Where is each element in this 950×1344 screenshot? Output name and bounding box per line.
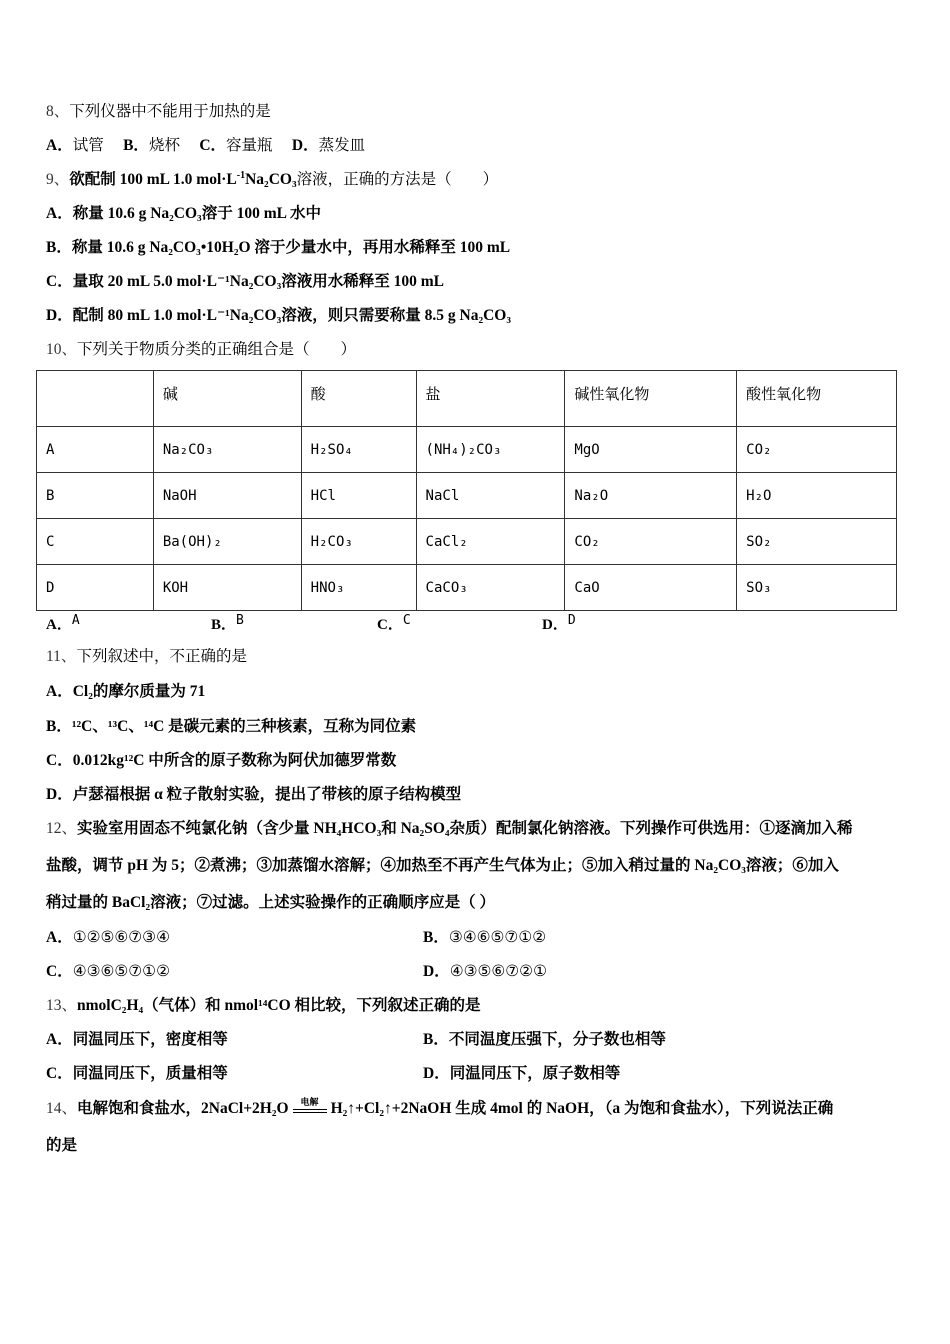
table-cell: (NH₄)₂CO₃: [416, 427, 565, 473]
question-8-stem: [46, 102, 271, 122]
table-cell: A: [37, 427, 154, 473]
table-cell: HCl: [301, 473, 416, 519]
question-number: 9、: [46, 171, 70, 188]
table-cell: H₂O: [737, 473, 897, 519]
question-number: 13、: [46, 997, 78, 1014]
option-d[interactable]: D．④③⑤⑥⑦②①: [423, 963, 547, 980]
question-13-options-row2: [46, 1064, 621, 1084]
question-9-option-a[interactable]: A．称量 10.6 g Na₂CO₃溶于 100 mL 水中: [46, 205, 321, 222]
option-d[interactable]: D．蒸发皿: [291, 137, 366, 154]
table-cell: Na₂O: [565, 473, 737, 519]
question-10-stem: 10、下列关于物质分类的正确组合是（ ）: [46, 341, 357, 358]
table-header-cell: [37, 371, 154, 427]
option-c[interactable]: C．同温同压下，质量相等: [46, 1065, 228, 1082]
table-header-cell: 碱: [153, 371, 301, 427]
table-cell: SO₃: [737, 565, 897, 611]
question-number: 8、: [46, 103, 70, 120]
option-c[interactable]: C． C: [377, 613, 411, 633]
reaction-condition-arrow-icon: 电解: [293, 1099, 327, 1119]
option-b[interactable]: B． B: [211, 613, 244, 633]
question-number: 14、: [46, 1100, 78, 1117]
option-b[interactable]: B．③④⑥⑤⑦①②: [423, 929, 547, 946]
table-cell: MgO: [565, 427, 737, 473]
question-11-option-a[interactable]: A．Cl₂的摩尔质量为 71: [46, 683, 206, 700]
question-14-stem-line1: 14、电解饱和食盐水，2NaCl+2H₂O 电解 H₂↑+Cl₂↑+2NaOH 生成 4mol 的 NaOH，（a 为饱和食盐水），下列说法正确: [46, 1099, 833, 1119]
question-9-option-b[interactable]: B．称量 10.6 g Na₂CO₃•10H₂O 溶于少量水中，再用水稀释至 100 mL: [46, 239, 511, 256]
table-cell: Ba(OH)₂: [153, 519, 301, 565]
table-cell: Na₂CO₃: [153, 427, 301, 473]
question-13-options-row1: [46, 1030, 666, 1050]
table-cell: CaCl₂: [416, 519, 565, 565]
question-11-option-b[interactable]: B．¹²C、¹³C、¹⁴C 是碳元素的三种核素，互称为同位素: [46, 718, 417, 735]
question-13-stem: 13、nmolC₂H₄（气体）和 nmol¹⁴CO 相比较，下列叙述正确的是: [46, 997, 481, 1014]
question-11-option-c[interactable]: C．0.012kg¹²C 中所含的原子数称为阿伏加德罗常数: [46, 752, 397, 769]
table-row: [37, 427, 897, 473]
table-cell: CO₂: [565, 519, 737, 565]
question-11-stem: 11、下列叙述中，不正确的是: [46, 648, 247, 665]
table-cell: NaCl: [416, 473, 565, 519]
table-header-cell: 碱性氧化物: [565, 371, 737, 427]
question-12-stem-line1: 12、实验室用固态不纯氯化钠（含少量 NH₄HCO₃和 Na₂SO₄杂质）配制氯化钠溶液。下列操作可供选用：①逐滴加入稀: [46, 820, 853, 837]
table-row: [37, 565, 897, 611]
option-a[interactable]: A．试管: [46, 137, 104, 154]
option-c[interactable]: C．容量瓶: [199, 137, 273, 154]
table-cell: SO₂: [737, 519, 897, 565]
question-9-stem: 9、欲配制 100 mL 1.0 $mol\cdot L^{-1}Na_2CO_3$溶液，正确的方法是（ ）: [46, 170, 499, 188]
table-header-row: [37, 371, 897, 427]
question-number: 10、: [46, 341, 78, 358]
question-number: 11、: [46, 648, 77, 665]
table-cell: CaO: [565, 565, 737, 611]
table-cell: CO₂: [737, 427, 897, 473]
table-header-cell: 盐: [416, 371, 565, 427]
table-cell: H₂SO₄: [301, 427, 416, 473]
question-12-stem-line3: 稍过量的 BaCl₂溶液；⑦过滤。上述实验操作的正确顺序应是（ ）: [46, 894, 495, 911]
table-header-cell: 酸性氧化物: [737, 371, 897, 427]
table-cell: C: [37, 519, 154, 565]
table-cell: KOH: [153, 565, 301, 611]
option-b[interactable]: B．烧杯: [123, 137, 180, 154]
table-cell: B: [37, 473, 154, 519]
table-cell: NaOH: [153, 473, 301, 519]
table-cell: H₂CO₃: [301, 519, 416, 565]
question-11-option-d[interactable]: D．卢瑟福根据 α 粒子散射实验，提出了带核的原子结构模型: [46, 786, 462, 803]
option-c[interactable]: C．④③⑥⑤⑦①②: [46, 963, 170, 980]
option-a[interactable]: A． A: [46, 613, 80, 633]
question-12-stem-line2: 盐酸，调节 pH 为 5；②煮沸；③加蒸馏水溶解；④加热至不再产生气体为止；⑤加入稍过量的 Na₂CO₃溶液；⑥加入: [46, 857, 839, 874]
table-cell: D: [37, 565, 154, 611]
table-header-cell: 酸: [301, 371, 416, 427]
option-a[interactable]: A．同温同压下，密度相等: [46, 1031, 228, 1048]
question-8-options: [46, 136, 365, 156]
question-12-options-row2: [46, 962, 547, 982]
option-d[interactable]: D．同温同压下，原子数相等: [423, 1065, 621, 1082]
table-row: [37, 519, 897, 565]
question-12-options-row1: [46, 928, 547, 948]
question-9-option-d[interactable]: D．配制 80 mL 1.0 mol·L⁻¹Na₂CO₃溶液，则只需要称量 8.5 g Na₂CO₃: [46, 307, 512, 324]
option-a[interactable]: A．①②⑤⑥⑦③④: [46, 929, 170, 946]
question-text: 下列仪器中不能用于加热的是: [69, 103, 271, 120]
table-row: [37, 473, 897, 519]
table-cell: HNO₃: [301, 565, 416, 611]
table-cell: CaCO₃: [416, 565, 565, 611]
question-14-stem-line2: 的是: [46, 1137, 78, 1154]
question-9-option-c[interactable]: C．量取 20 mL 5.0 mol·L⁻¹Na₂CO₃溶液用水稀释至 100 mL: [46, 273, 445, 290]
option-d[interactable]: D． D: [542, 613, 576, 633]
option-b[interactable]: B．不同温度压强下，分子数也相等: [423, 1031, 666, 1048]
classification-table: [36, 370, 897, 611]
question-number: 12、: [46, 820, 78, 837]
